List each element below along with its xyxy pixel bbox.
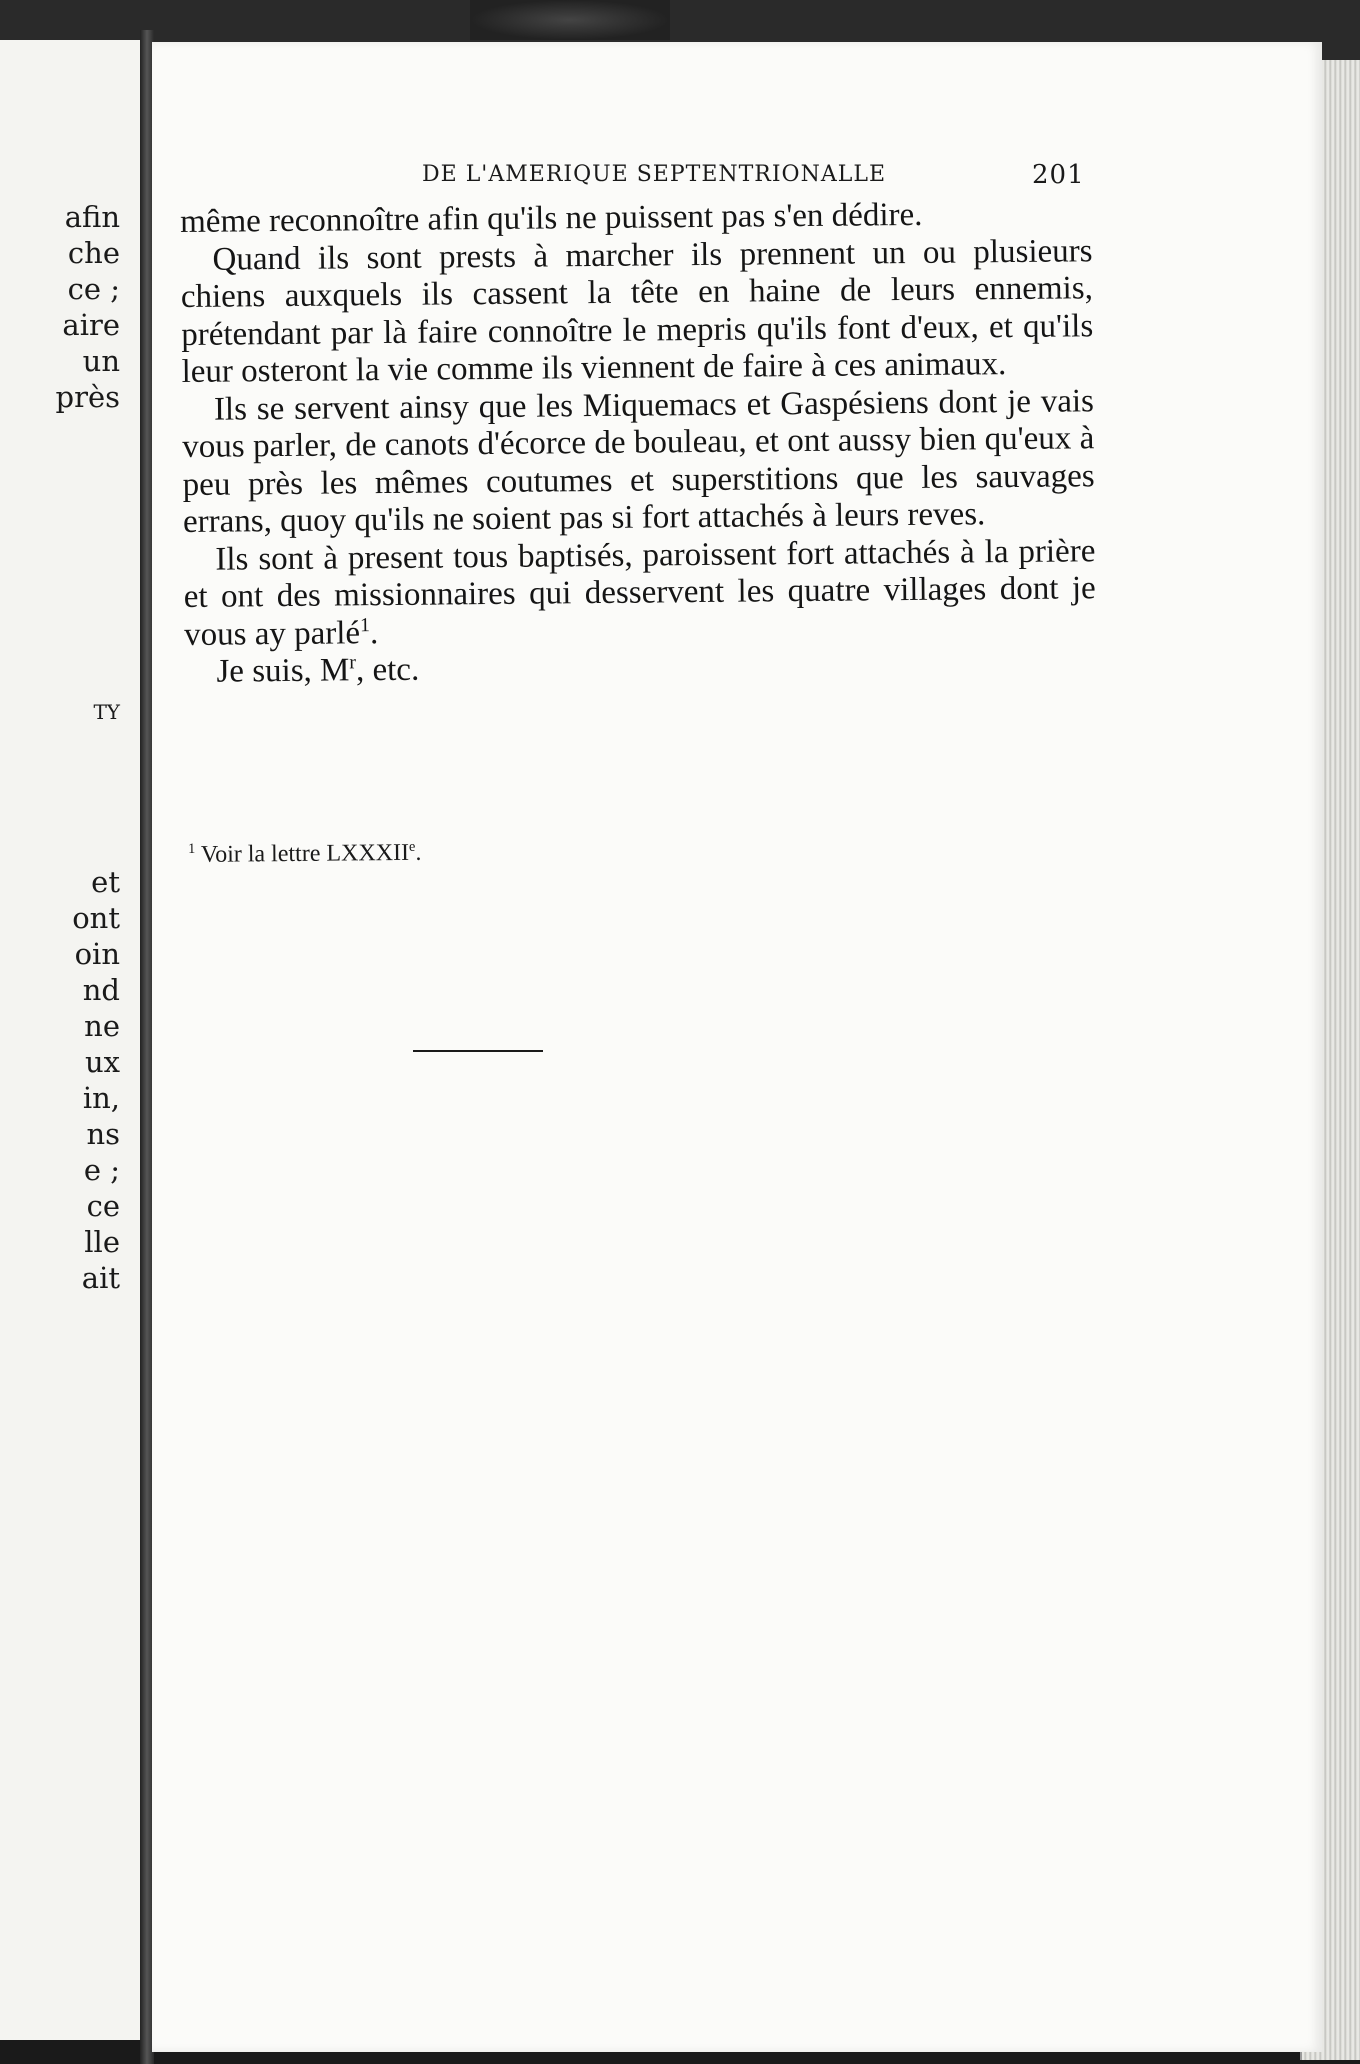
footnote-superscript: e xyxy=(408,838,416,855)
left-fragment: ns xyxy=(86,1117,120,1151)
left-fragment: afin xyxy=(64,200,120,234)
left-fragment: aire xyxy=(62,308,120,342)
left-fragment: ne xyxy=(84,1009,120,1043)
left-fragment: ce xyxy=(86,1189,120,1223)
footnote xyxy=(188,840,422,869)
closing-line xyxy=(184,645,1096,691)
left-fragment: ait xyxy=(81,1261,120,1295)
left-fragment: che xyxy=(67,236,120,270)
closing-text: Je suis, M xyxy=(216,652,350,690)
footnote-text: Voir la lettre LXXXII xyxy=(195,839,410,868)
paragraph: Ils sont à present tous baptisés, paroissent fort attachés à la prière et ont des missionnaires qui desservent les quatre villages dont je vous ay parlé$^1$. xyxy=(183,532,1096,653)
left-fragment: nd xyxy=(82,973,120,1007)
left-fragment: ce ; xyxy=(67,272,120,306)
left-fragment: in, xyxy=(82,1081,120,1115)
footnote-marker: 1 xyxy=(187,840,196,857)
binding-scrap xyxy=(470,0,670,40)
right-page xyxy=(152,42,1322,2052)
closing-superscript: r xyxy=(349,651,357,674)
section-rule xyxy=(413,1050,543,1052)
left-fragment: oin xyxy=(74,937,120,971)
closing-text-end: , etc. xyxy=(355,651,420,689)
left-fragment: e ; xyxy=(83,1153,120,1187)
body-text xyxy=(180,195,1097,691)
footnote-end: . xyxy=(415,839,422,866)
paragraph: même reconnoître afin qu'ils ne puissent pas s'en dédire. xyxy=(180,196,923,240)
left-fragment: ont xyxy=(72,901,120,935)
paragraph: Quand ils sont prests à marcher ils prennent un ou plusieurs chiens auxquels ils cassent la tête en haine de leurs ennemis, prétendant par là faire connoître le mepris qu'ils font d'eux, et qu'ils leur osteront la vie comme ils viennent de faire à ces animaux. xyxy=(180,232,1094,390)
page-number: 201 xyxy=(1032,160,1085,190)
paragraph-text: Ils sont à present tous baptisés, paroissent fort attachés à la prière et ont des missionnaires qui desservent les quatre villages dont je vous ay parlé xyxy=(183,532,1096,653)
left-fragment: un xyxy=(82,344,120,378)
footnote-reference: 1 xyxy=(359,613,370,636)
left-fragment: ux xyxy=(84,1045,120,1079)
left-fragment: lle xyxy=(84,1225,120,1259)
left-fragment: et xyxy=(91,865,120,899)
left-fragment: TY xyxy=(93,700,120,724)
paragraph: Ils se servent ainsy que les Miquemacs et Gaspésiens dont je vais vous parler, de canots d'écorce de bouleau, et ont aussy bien qu'eux à peu près les mêmes coutumes et superstitions que les sauvages errans, quoy qu'ils ne soient pas si fort attachés à leurs reves. xyxy=(182,382,1095,540)
running-head-title: DE L'AMERIQUE SEPTENTRIONALLE xyxy=(422,162,887,187)
left-facing-page xyxy=(0,40,143,2040)
left-fragment: près xyxy=(55,380,120,414)
